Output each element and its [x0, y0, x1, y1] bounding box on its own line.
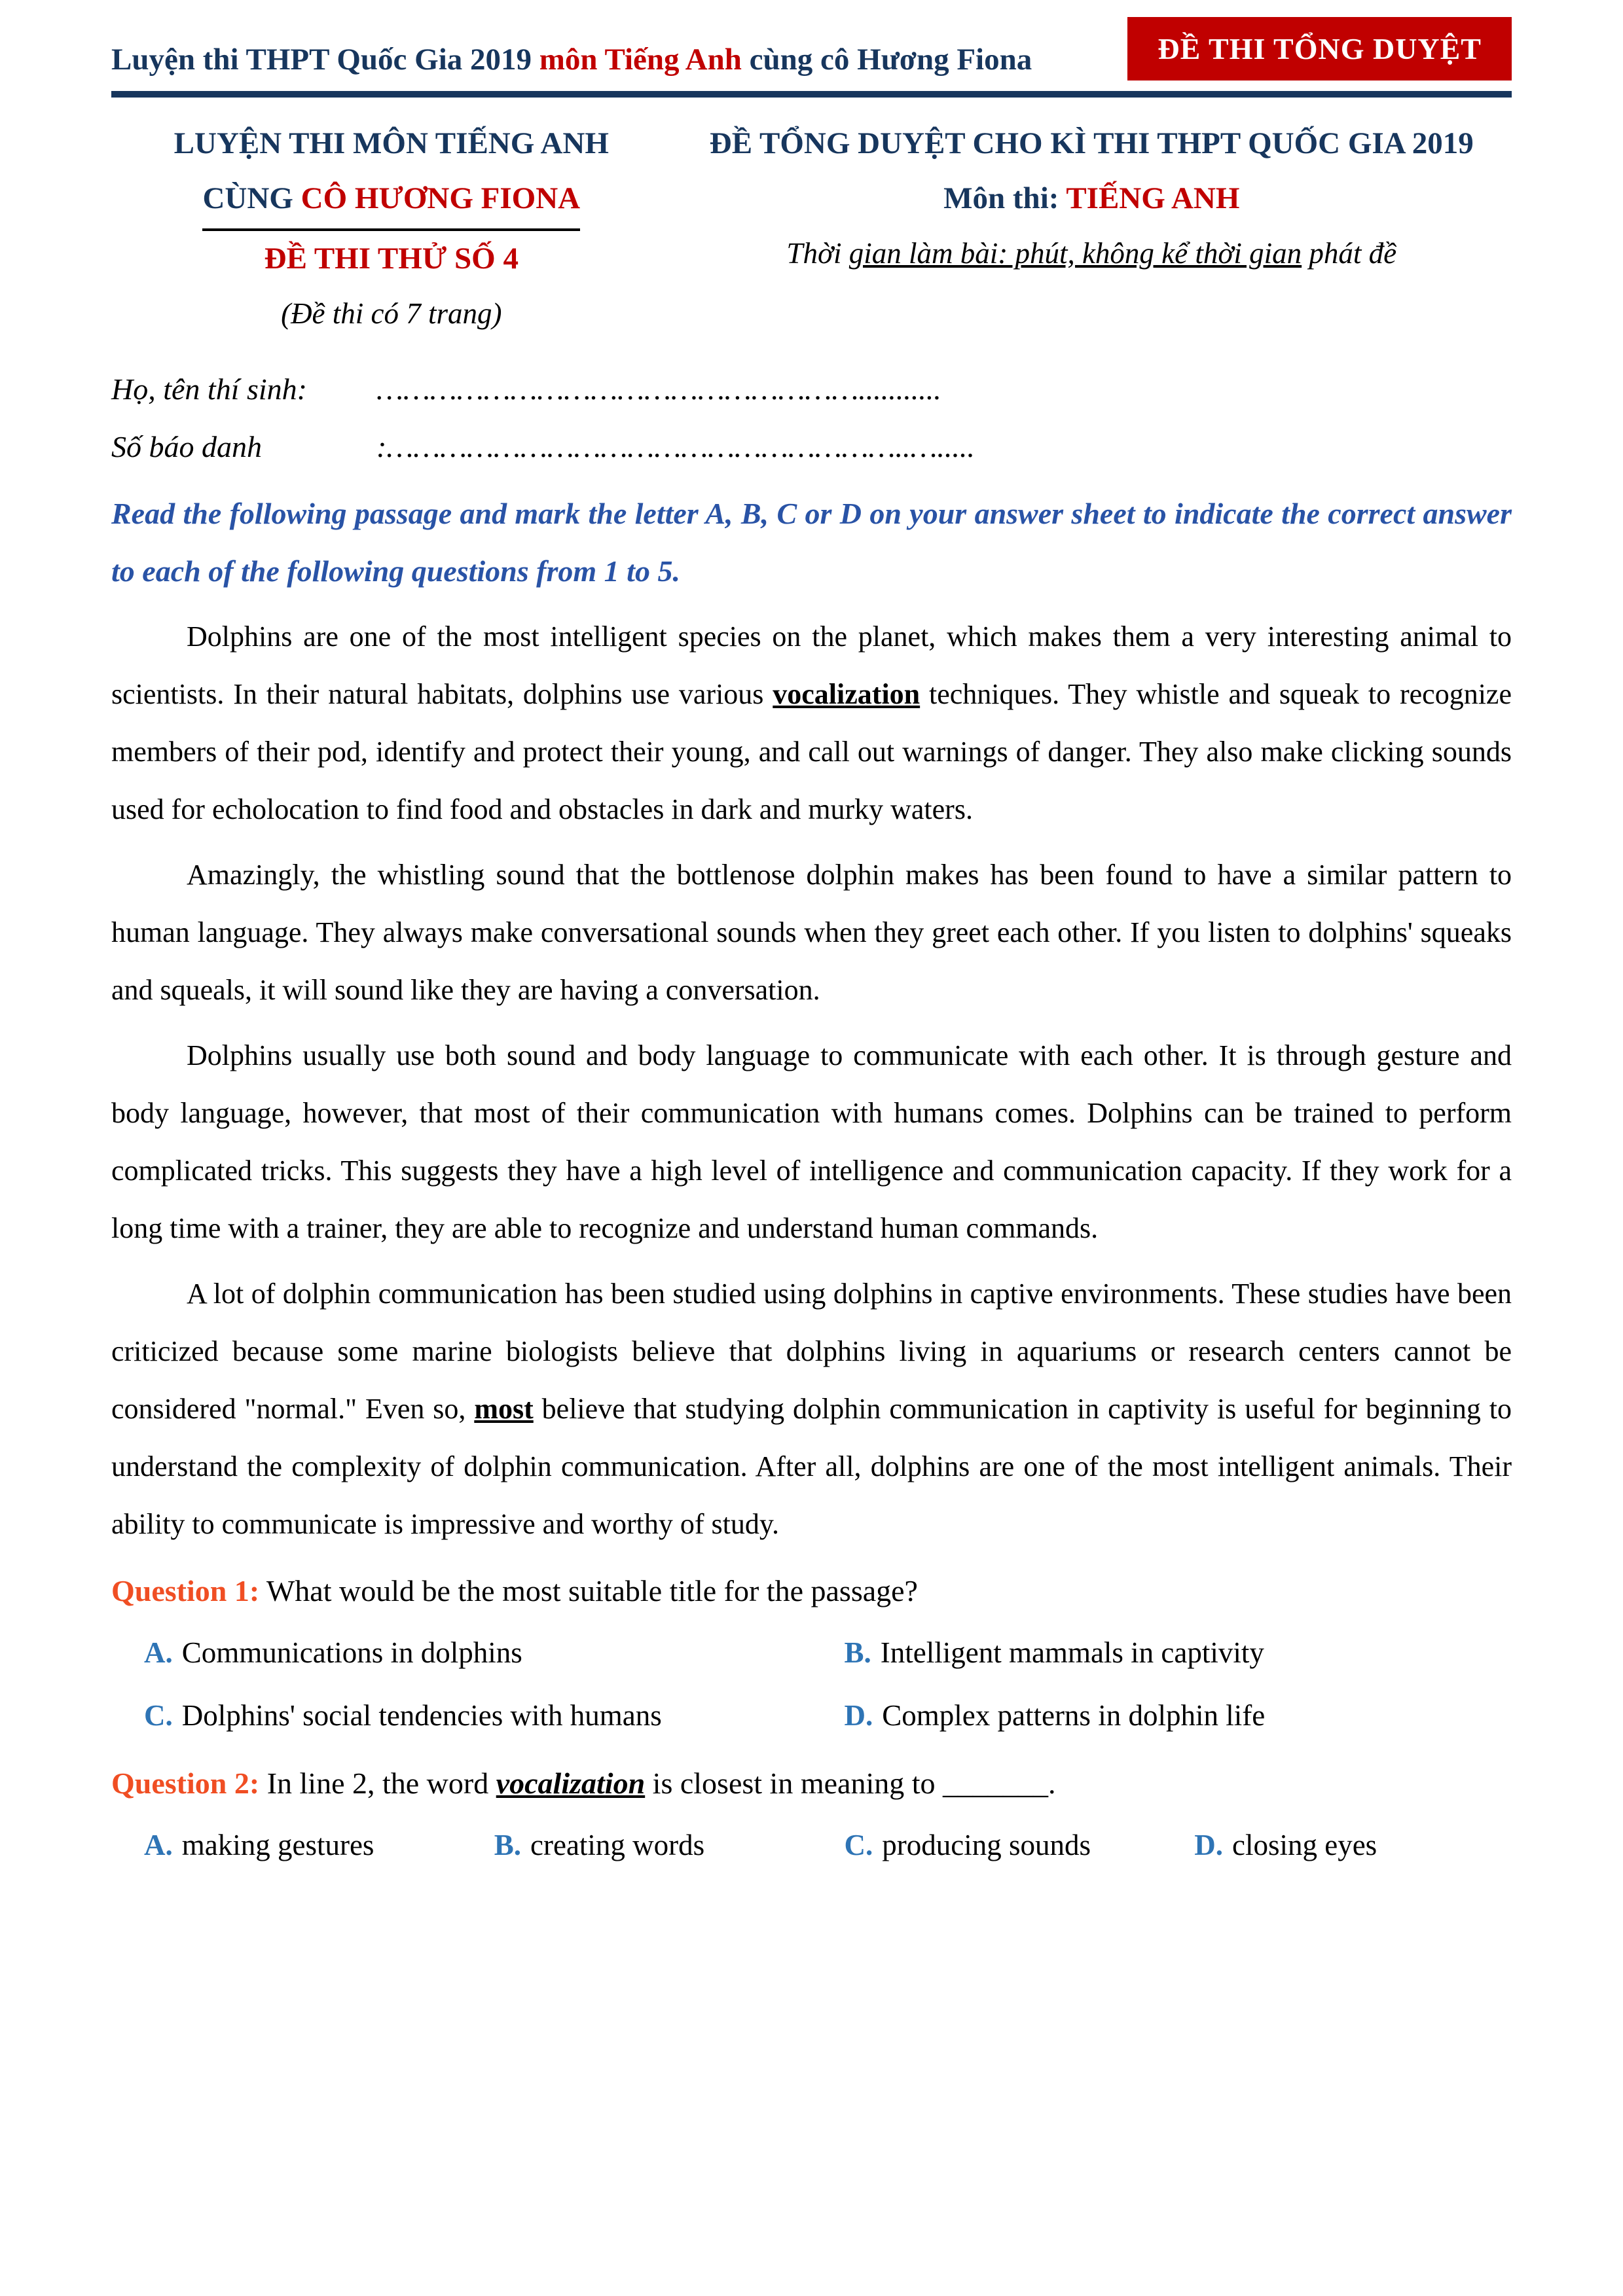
candidate-name-dots: ………………………………………………........... — [376, 372, 941, 406]
section-instruction: Read the following passage and mark the letter A, B, C or D on your answer sheet to indicate the correct answer to each of the following questions from 1 to 5. — [111, 497, 1512, 588]
question-2-text-post: is closest in meaning to _______. — [645, 1767, 1056, 1800]
option-q1-c-letter: C. — [144, 1699, 173, 1732]
option-q2-d-text: closing eyes — [1232, 1829, 1377, 1861]
p4-pre: A lot of dolphin communication has been studied using dolphins in captive environments. These studies have been criticized because some marine biologists believe that dolphins living in aquariums or research centers cannot be considered "normal." Even so, — [111, 1278, 1512, 1425]
option-q1-c-text: Dolphins' social tendencies with humans — [181, 1699, 662, 1732]
option-q1-d — [812, 1684, 1512, 1747]
option-q1-d-text: Complex patterns in dolphin life — [882, 1699, 1266, 1732]
duration-post: phát đề — [1302, 237, 1397, 270]
duration-underlined: gian làm bài: phút, không kể thời gian — [848, 237, 1302, 270]
duration-line — [672, 226, 1512, 281]
p1-keyword: vocalization — [773, 678, 921, 710]
brand-text-3: cùng cô Hương Fiona — [749, 43, 1032, 77]
duration-pre: Thời — [786, 237, 849, 270]
subject-label: Môn thi: — [943, 181, 1067, 215]
question-1 — [111, 1561, 1512, 1621]
option-q2-d — [1161, 1814, 1512, 1876]
option-q2-c-letter: C. — [844, 1829, 873, 1861]
header-bar — [111, 17, 1512, 81]
candidate-info — [111, 361, 1512, 476]
candidate-id-dots: :…………………………………………………..…..... — [376, 430, 975, 463]
question-2-keyword: vocalization — [496, 1767, 646, 1800]
question-2-options-row — [111, 1814, 1512, 1876]
exam-info-left — [111, 116, 672, 341]
option-q2-c — [812, 1814, 1162, 1876]
option-q1-d-letter: D. — [844, 1699, 873, 1732]
p4-keyword: most — [474, 1393, 534, 1425]
question-2-label: Question 2: — [111, 1767, 260, 1800]
exam-title-line: ĐỀ TỔNG DUYỆT CHO KÌ THI THPT QUỐC GIA 2019 — [709, 126, 1474, 160]
question-1-text: What would be the most suitable title for the passage? — [259, 1574, 918, 1607]
subject-line — [672, 171, 1512, 226]
teacher-name: CÔ HƯƠNG FIONA — [301, 181, 581, 215]
p1-post: techniques. They whistle and squeak to recognize members of their pod, identify and protect their young, and call out warnings of danger. They also make clicking sounds used for echolocation to find food and obstacles in dark and murky waters. — [111, 678, 1512, 825]
page-count-note: (Đề thi có 7 trang) — [281, 297, 502, 330]
header-brand — [111, 17, 1032, 77]
test-number-line: ĐỀ THI THỬ SỐ 4 — [264, 242, 519, 276]
reading-passage — [111, 608, 1512, 1553]
option-q2-a-text: making gestures — [181, 1829, 374, 1861]
option-q2-a-letter: A. — [144, 1829, 173, 1861]
teacher-name-underline — [202, 171, 580, 231]
question-1-options-row-1 — [111, 1621, 1512, 1684]
option-q2-b-text: creating words — [530, 1829, 705, 1861]
question-2 — [111, 1753, 1512, 1814]
option-q1-b — [812, 1621, 1512, 1684]
candidate-id-label: Số báo danh — [111, 430, 262, 463]
candidate-name-line — [111, 361, 1512, 418]
p4-post: believe that studying dolphin communication in captivity is useful for beginning to understand the complexity of dolphin communication. After all, dolphins are one of the most intelligent animals. Their ability to communicate is impressive and worthy of study. — [111, 1393, 1512, 1540]
question-2-text-pre: In line 2, the word — [259, 1767, 496, 1800]
passage-paragraph-1 — [111, 608, 1512, 838]
option-q1-a-letter: A. — [144, 1636, 173, 1669]
option-q1-b-letter: B. — [844, 1636, 871, 1669]
option-q2-b — [462, 1814, 812, 1876]
option-q1-a — [111, 1621, 812, 1684]
option-q1-a-text: Communications in dolphins — [181, 1636, 522, 1669]
option-q2-c-text: producing sounds — [882, 1829, 1091, 1861]
passage-paragraph-4 — [111, 1265, 1512, 1553]
course-title-line2 — [111, 171, 672, 231]
question-1-options-row-2 — [111, 1684, 1512, 1747]
option-q2-b-letter: B. — [494, 1829, 522, 1861]
exam-info-right — [672, 116, 1512, 341]
p1-pre: Dolphins are one of the most intelligent species on the planet, which makes them a very interesting animal to scientists. In their natural habitats, dolphins use various — [111, 620, 1512, 710]
option-q1-c — [111, 1684, 812, 1747]
passage-paragraph-3: Dolphins usually use both sound and body language to communicate with each other. It is through gesture and body language, however, that most of their communication with humans comes. Dolphins can be trained to perform complicated tricks. This suggests they have a high level of intelligence and communication capacity. If they work for a long time with a trainer, they are able to recognize and understand human commands. — [111, 1039, 1512, 1244]
option-q2-d-letter: D. — [1194, 1829, 1223, 1861]
candidate-name-label: Họ, tên thí sinh: — [111, 372, 307, 406]
brand-text-1: Luyện thi THPT Quốc Gia 2019 — [111, 43, 539, 77]
subject-value: TIẾNG ANH — [1066, 181, 1240, 215]
exam-info-section — [111, 116, 1512, 341]
option-q1-b-text: Intelligent mammals in captivity — [880, 1636, 1264, 1669]
question-1-label: Question 1: — [111, 1574, 260, 1607]
header-divider — [111, 91, 1512, 98]
course-title-cung: CÙNG — [202, 181, 301, 215]
candidate-id-line — [111, 418, 1512, 476]
brand-text-2: môn Tiếng Anh — [539, 43, 750, 77]
exam-type-badge: ĐỀ THI TỔNG DUYỆT — [1127, 17, 1512, 81]
course-title-line1: LUYỆN THI MÔN TIẾNG ANH — [173, 126, 609, 160]
option-q2-a — [111, 1814, 462, 1876]
passage-paragraph-2: Amazingly, the whistling sound that the bottlenose dolphin makes has been found to have a similar pattern to human language. They always make conversational sounds when they greet each other. If you listen to dolphins' squeaks and squeals, it will sound like they are having a conversation. — [111, 859, 1512, 1006]
